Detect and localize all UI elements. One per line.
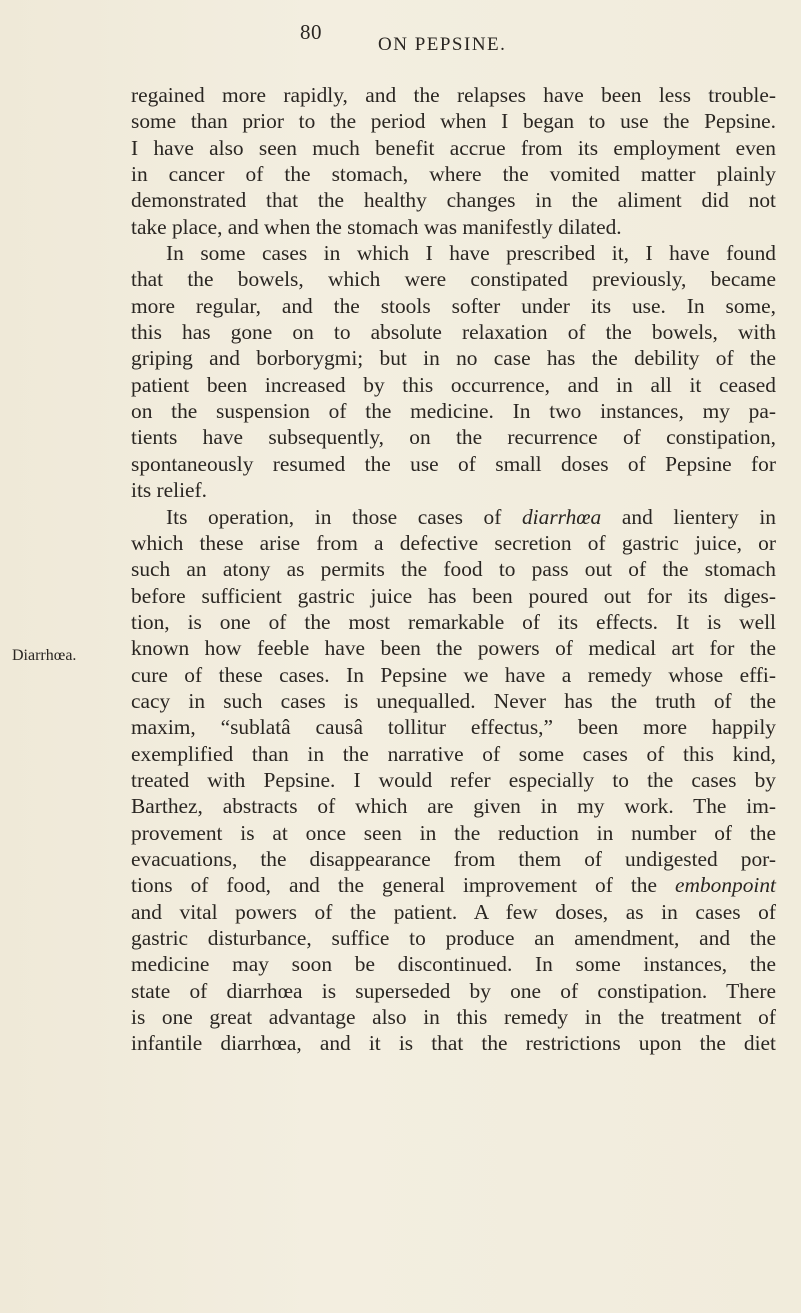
text-line: maxim, “sublatâ causâ tollitur effectus,” been more happily xyxy=(131,715,776,740)
text-line: Barthez, abstracts of which are given in my work. The im- xyxy=(131,794,776,819)
text-line: this has gone on to absolute relaxation of the bowels, with xyxy=(131,320,776,345)
text-line xyxy=(131,504,776,530)
text-line: take place, and when the stomach was manifestly dilated. xyxy=(131,214,622,239)
text-line: patient been increased by this occurrence, and in all it ceased xyxy=(131,372,776,397)
text-line: exemplified than in the narrative of some cases of this kind, xyxy=(131,741,776,766)
text-line: regained more rapidly, and the relapses have been less trouble- xyxy=(131,83,776,107)
text-line: evacuations, the disappearance from them of undigested por- xyxy=(131,846,776,871)
text-segment: tions of food, and the general improvement of the xyxy=(131,873,657,898)
text-line: is one great advantage also in this remedy in the treatment of xyxy=(131,1005,776,1030)
text-line: cure of these cases. In Pepsine we have a remedy whose effi- xyxy=(131,662,776,687)
text-line: tion, is one of the most remarkable of its effects. It is well xyxy=(131,609,776,634)
body-text xyxy=(131,82,776,1057)
text-line: state of diarrhœa is superseded by one of constipation. There xyxy=(131,978,776,1003)
text-line xyxy=(131,872,776,898)
text-line: which these arise from a defective secretion of gastric juice, or xyxy=(131,530,776,555)
page-number: 80 xyxy=(300,20,322,44)
text-line: such an atony as permits the food to pass out of the stomach xyxy=(131,557,776,582)
text-segment: Its operation, in those cases of xyxy=(166,504,502,529)
text-line: In some cases in which I have prescribed it, I have found xyxy=(166,241,776,266)
text-line: I have also seen much benefit accrue from its employment even xyxy=(131,135,776,160)
text-line: tients have subsequently, on the recurrence of constipation, xyxy=(131,425,776,450)
text-line: treated with Pepsine. I would refer especially to the cases by xyxy=(131,767,776,792)
text-line: that the bowels, which were constipated previously, became xyxy=(131,267,776,292)
text-line: infantile diarrhœa, and it is that the restrictions upon the diet xyxy=(131,1031,776,1056)
text-line: gastric disturbance, suffice to produce an amendment, and the xyxy=(131,926,776,950)
text-line: on the suspension of the medicine. In two instances, my pa- xyxy=(131,399,776,424)
text-line: demonstrated that the healthy changes in the aliment did not xyxy=(131,188,776,213)
italic-term: diarrhœa xyxy=(521,504,602,529)
text-line: medicine may soon be discontinued. In some instances, the xyxy=(131,952,776,977)
text-line: in cancer of the stomach, where the vomited matter plainly xyxy=(131,162,776,187)
running-head: ON PEPSINE. xyxy=(378,34,507,55)
text-line: and vital powers of the patient. A few doses, as in cases of xyxy=(131,899,776,924)
text-line: its relief. xyxy=(131,478,208,503)
text-line: cacy in such cases is unequalled. Never has the truth of the xyxy=(131,688,776,713)
text-segment: and lientery in xyxy=(621,504,776,529)
text-line: spontaneously resumed the use of small doses of Pepsine for xyxy=(131,451,776,476)
text-line: griping and borborygmi; but in no case has the debility of the xyxy=(131,346,776,371)
text-line: more regular, and the stools softer under its use. In some, xyxy=(131,293,776,318)
italic-term: embonpoint xyxy=(675,873,776,898)
text-line: some than prior to the period when I began to use the Pepsine. xyxy=(131,109,776,134)
text-line: known how feeble have been the powers of medical art for the xyxy=(131,636,776,661)
margin-note: Diarrhœa. xyxy=(12,647,77,664)
text-line: provement is at once seen in the reduction in number of the xyxy=(131,820,776,845)
text-line: before sufficient gastric juice has been poured out for its diges- xyxy=(131,583,776,608)
